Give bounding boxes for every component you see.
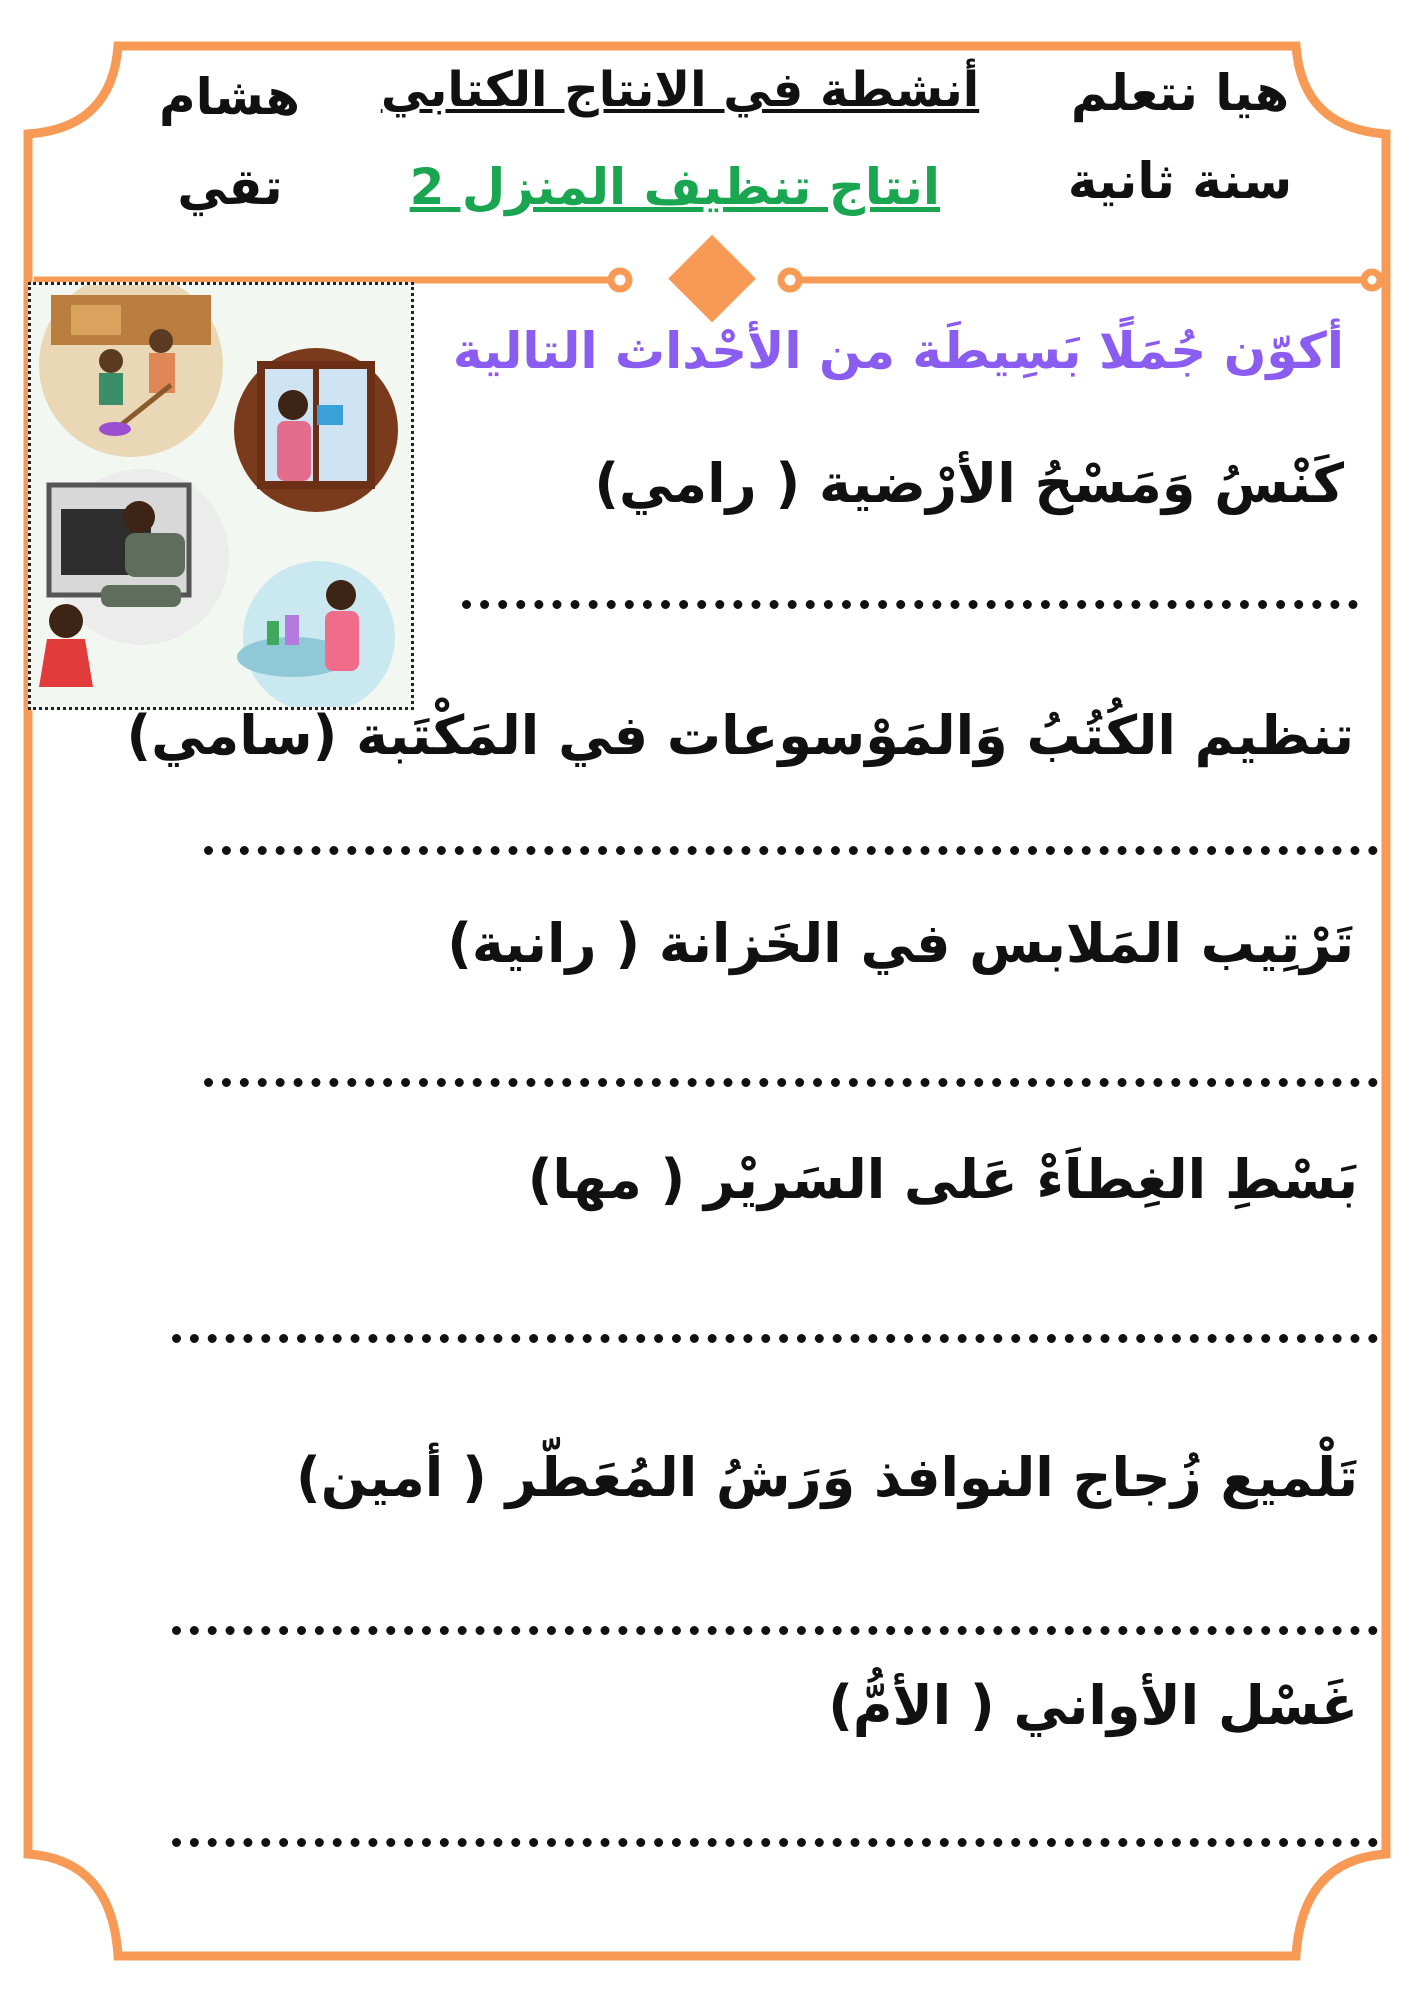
frame-diamond-icon <box>668 235 756 323</box>
exercise-item-5: تَلْميع زُجاج النوافذ وَرَشُ المُعَطّر ( أمين) <box>296 1446 1358 1509</box>
exercise-item-3: تَرْتِيب المَلابس في الخَزانة ( رانية) <box>447 912 1354 975</box>
exercise-item-4: بَسْطِ الغِطاَءْ عَلى السَريْر ( مها) <box>527 1148 1358 1211</box>
answer-line-4[interactable] <box>172 1334 1378 1343</box>
answer-line-1[interactable] <box>462 600 1358 609</box>
exercise-instruction: أكوّن جُمَلًا بَسِيطَة من الأحْداث التالية <box>452 322 1344 380</box>
illustration-drawing <box>31 285 411 707</box>
answer-line-5[interactable] <box>172 1626 1378 1635</box>
exercise-item-6: غَسْل الأواني ( الأمُّ) <box>828 1674 1358 1737</box>
teacher-name-line2: تقي <box>177 158 283 216</box>
page-title: أنشطة في الانتاج الكتابي <box>380 62 980 118</box>
exercise-item-1: كَنْسُ وَمَسْحُ الأرْضية ( رامي) <box>594 452 1344 515</box>
page-subtitle: انتاج تنظيف المنزل 2 <box>409 158 940 216</box>
header-right-line1: هيا نتعلم <box>1070 64 1290 122</box>
answer-line-2[interactable] <box>204 846 1378 855</box>
header-right-line2: سنة ثانية <box>1067 152 1293 210</box>
teacher-name-line1: هشام <box>159 68 300 126</box>
answer-line-6[interactable] <box>172 1838 1378 1847</box>
answer-line-3[interactable] <box>204 1078 1378 1087</box>
exercise-item-2: تنظيم الكُتُبُ وَالمَوْسوعات في المَكْتَبة (سامي) <box>126 704 1354 767</box>
house-cleaning-illustration <box>28 282 414 710</box>
